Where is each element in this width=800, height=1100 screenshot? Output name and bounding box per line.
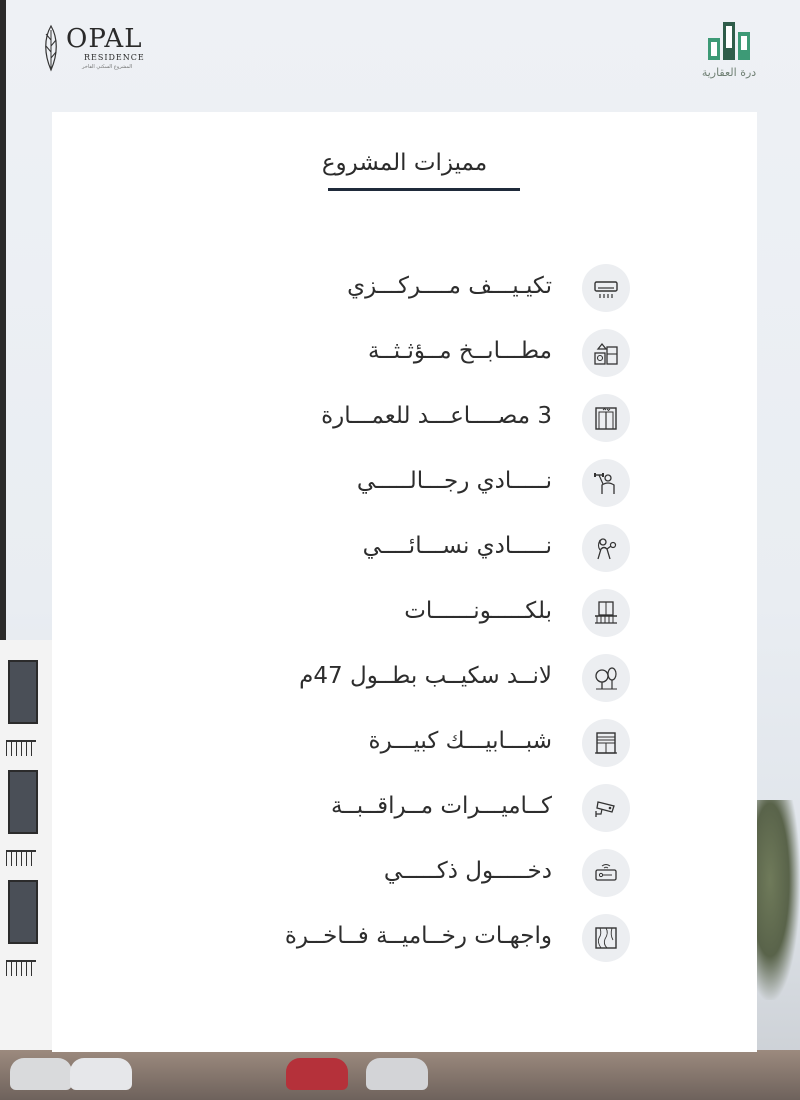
feature-label: كــاميـــرات مــراقــبــة [330, 793, 552, 819]
feature-item [52, 459, 757, 509]
window-icon [582, 719, 630, 767]
feature-item [52, 784, 757, 834]
background-car [10, 1058, 72, 1090]
feature-item [52, 589, 757, 639]
durra-realestate-logo [684, 18, 774, 88]
feature-label: نـــــادي رجـــالـــــي [356, 468, 552, 494]
feature-label: واجهـات رخــاميــة فــاخــرة [284, 923, 552, 949]
building-window [8, 660, 38, 724]
feature-label: دخـــــول ذكـــــي [383, 858, 552, 884]
brand-right-name: درة العقارية [701, 66, 757, 79]
feature-label: 3 مصــــاعـــد للعمـــارة [321, 403, 552, 429]
title-underline [328, 188, 520, 191]
elevator-icon [582, 394, 630, 442]
wheat-leaf-icon [40, 24, 62, 72]
background-car [286, 1058, 348, 1090]
background-car [70, 1058, 132, 1090]
smart-entry-icon [582, 849, 630, 897]
brand-name: OPAL [66, 24, 143, 54]
section-title: مميزات المشروع [321, 150, 488, 176]
landscape-tree-icon [582, 654, 630, 702]
brand-tagline: المشروع السكني الفاخر [82, 64, 133, 70]
feature-label: لانــد سكيــب بطــول 47م [299, 663, 552, 689]
feature-item [52, 914, 757, 964]
kitchen-icon [582, 329, 630, 377]
features-card [52, 112, 757, 1052]
feature-item [52, 654, 757, 704]
building-window [8, 770, 38, 834]
balcony-icon [582, 589, 630, 637]
feature-item [52, 264, 757, 314]
feature-item [52, 329, 757, 379]
marble-facade-icon [582, 914, 630, 962]
durra-logo-icon [706, 18, 752, 62]
feature-label: نـــــادي نســـائــــي [362, 533, 552, 559]
feature-item [52, 719, 757, 769]
building-balcony [6, 960, 36, 976]
security-camera-icon [582, 784, 630, 832]
background-car [366, 1058, 428, 1090]
womens-gym-icon [582, 524, 630, 572]
building-balcony [6, 850, 36, 866]
feature-item [52, 394, 757, 444]
feature-item [52, 849, 757, 899]
building-window [8, 880, 38, 944]
feature-label: بلكـــــونــــــات [404, 598, 552, 624]
feature-item [52, 524, 757, 574]
building-balcony [6, 740, 36, 756]
brand-subtitle: RESIDENCE [84, 53, 145, 62]
mens-gym-icon [582, 459, 630, 507]
opal-residence-logo [40, 24, 170, 74]
feature-label: شبـــابيـــك كبيـــرة [368, 728, 552, 754]
feature-label: مطـــابــخ مــؤثـثــة [367, 338, 552, 364]
air-conditioner-icon [582, 264, 630, 312]
feature-label: تكيـيـــف مــــركـــزي [347, 273, 552, 299]
